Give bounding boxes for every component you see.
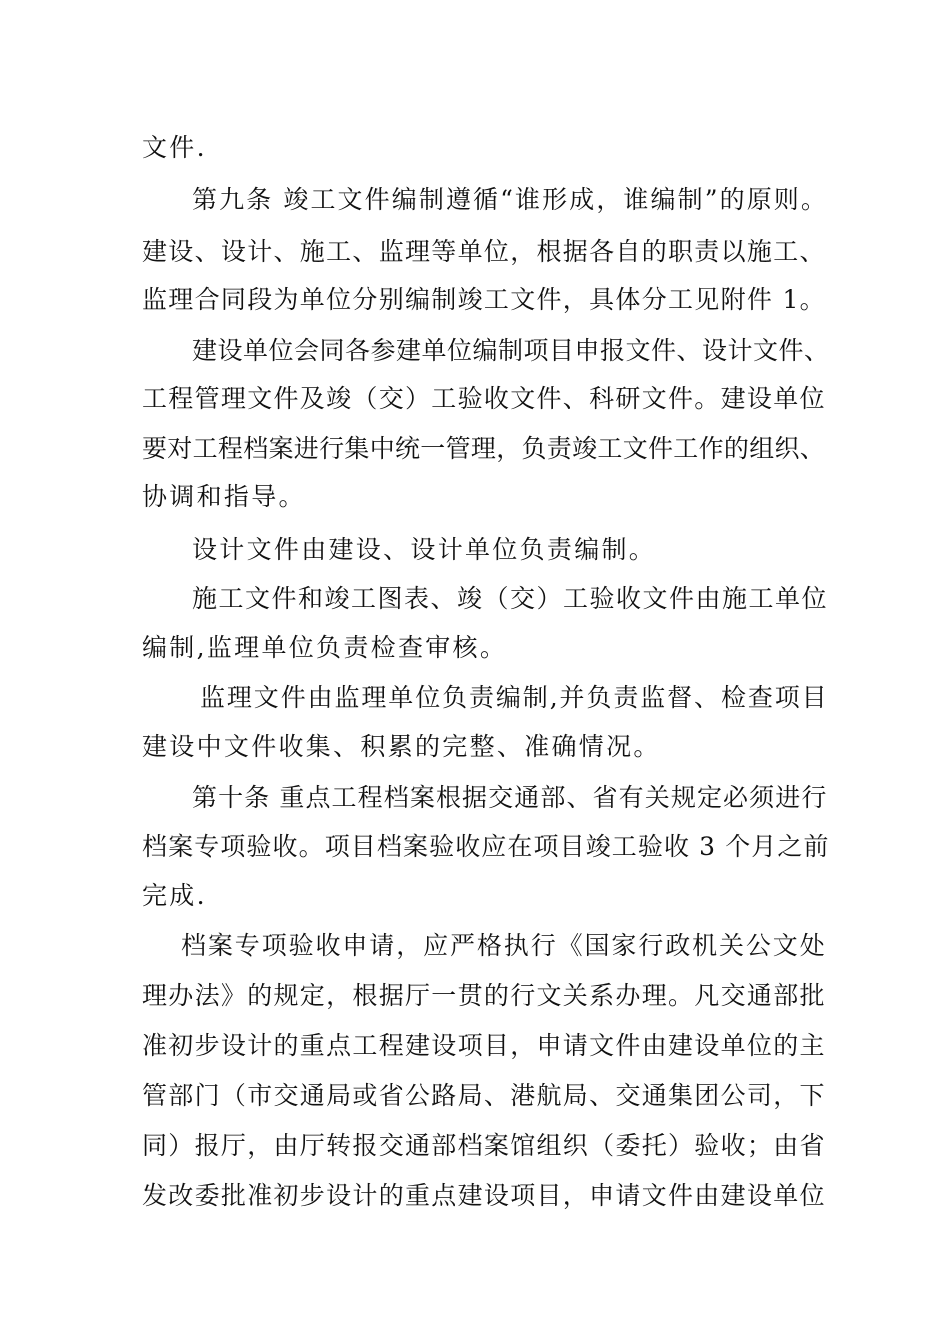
text-line: 施工文件和竣工图表、竣（交）工验收文件由施工单位 bbox=[192, 584, 829, 613]
text-line: 准初步设计的重点工程建设项目，申请文件由建设单位的主 bbox=[142, 1031, 826, 1060]
text-line: 管部门（市交通局或省公路局、港航局、交通集团公司，下 bbox=[142, 1081, 826, 1110]
text-line: 档案专项验收申请，应严格执行《国家行政机关公文处 bbox=[181, 931, 827, 960]
text-line: 监理文件由监理单位负责编制,并负责监督、检查项目 bbox=[200, 683, 829, 712]
text-line: 建设中文件收集、积累的完整、准确情况。 bbox=[142, 732, 661, 761]
text-line: 文件. bbox=[142, 133, 207, 162]
text-line: 编制,监理单位负责检查审核。 bbox=[142, 633, 508, 662]
article-9-line: 第九条 竣工文件编制遵循“谁形成，谁编制”的原则。 bbox=[192, 185, 829, 214]
text-line: 设计文件由建设、设计单位负责编制。 bbox=[192, 535, 657, 564]
text-line: 要对工程档案进行集中统一管理，负责竣工文件工作的组织、 bbox=[142, 434, 826, 463]
text-line: 理办法》的规定，根据厅一贯的行文关系办理。凡交通部批 bbox=[142, 981, 826, 1010]
text-line: 发改委批准初步设计的重点建设项目，申请文件由建设单位 bbox=[142, 1181, 826, 1210]
text-line: 完成. bbox=[142, 881, 207, 910]
text-line: 协调和指导。 bbox=[142, 482, 306, 511]
text-line: 同）报厅，由厅转报交通部档案馆组织（委托）验收；由省 bbox=[142, 1131, 826, 1160]
text-line: 档案专项验收。项目档案验收应在项目竣工验收 3 个月之前 bbox=[142, 832, 830, 861]
text-line: 工程管理文件及竣（交）工验收文件、科研文件。建设单位 bbox=[142, 384, 826, 413]
text-line: 监理合同段为单位分别编制竣工文件，具体分工见附件 1。 bbox=[142, 285, 826, 314]
text-line: 建设、设计、施工、监理等单位，根据各自的职责以施工、 bbox=[142, 237, 826, 266]
text-line: 建设单位会同各参建单位编制项目申报文件、设计文件、 bbox=[192, 336, 830, 365]
article-10-line: 第十条 重点工程档案根据交通部、省有关规定必须进行 bbox=[192, 783, 828, 812]
